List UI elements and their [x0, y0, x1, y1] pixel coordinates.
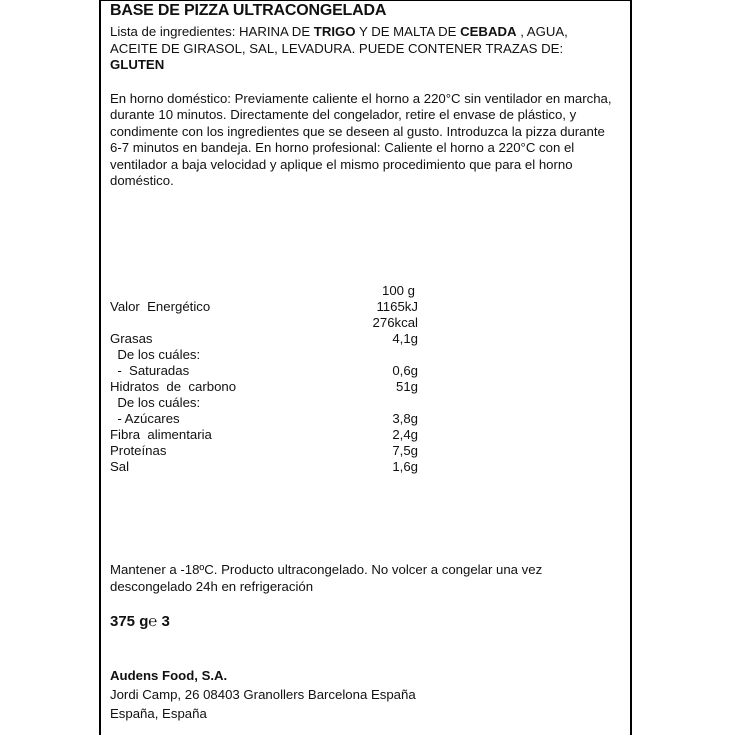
- nutrition-value: 7,5g: [392, 443, 418, 458]
- allergen-gluten: GLUTEN: [110, 57, 165, 72]
- company-address: Jordi Camp, 26 08403 Granollers Barcelona España: [110, 687, 416, 702]
- nutrition-value: 3,8g: [392, 411, 418, 426]
- top-border: [99, 0, 632, 1]
- product-title: BASE DE PIZZA ULTRACONGELADA: [110, 2, 387, 19]
- ingredients-rest: , AGUA, ACEITE DE GIRASOL, SAL, LEVADURA. PUEDE CONTENER TRAZAS DE:: [110, 24, 568, 56]
- company-info: [110, 666, 416, 723]
- nutrition-row: [110, 299, 510, 315]
- nutrition-row: [110, 395, 510, 411]
- ingredients-prefix: Lista de ingredientes: HARINA DE: [110, 24, 314, 39]
- nutrition-row: [110, 411, 510, 427]
- nutrition-value: 51g: [395, 379, 418, 394]
- company-country: España, España: [110, 706, 207, 721]
- nutrition-value: 4,1g: [392, 331, 418, 346]
- nutrition-row: [110, 315, 510, 331]
- ingredients-middle: Y DE MALTA DE: [355, 24, 461, 39]
- nutrition-row: [110, 427, 510, 443]
- nutrition-value: 2,4g: [392, 427, 418, 442]
- nutrition-row: [110, 379, 510, 395]
- net-weight: 375 g℮ 3: [110, 613, 170, 630]
- nutrition-value: 1165kJ: [376, 299, 418, 314]
- nutrition-label: Fibra alimentaria: [110, 427, 212, 442]
- nutrition-label: De los cuáles:: [110, 347, 201, 362]
- nutrition-header: 100 g: [382, 283, 416, 298]
- preparation-instructions: En horno doméstico: Previamente caliente el horno a 220°C sin ventilador en marcha, durante 10 minutos. Directamente del congelador, retire el envase de plástico, y condimente con los ingredientes que se deseen al gusto. Introduzca la pizza durante 6-7 minutos en bandeja. En horno profesional: Caliente el horno a 220°C con el ventilador a baja velocidad y aplique el mismo procedimiento que para el horno doméstico.: [110, 91, 612, 189]
- nutrition-row: [110, 459, 510, 475]
- nutrition-header-row: [110, 283, 510, 299]
- nutrition-value: 0,6g: [392, 363, 418, 378]
- allergen-cebada: CEBADA: [460, 24, 517, 39]
- nutrition-value: 276kcal: [372, 315, 418, 330]
- nutrition-row: [110, 363, 510, 379]
- allergen-trigo: TRIGO: [313, 24, 356, 39]
- nutrition-label: Grasas: [110, 331, 153, 346]
- nutrition-table: [110, 283, 510, 475]
- nutrition-row: [110, 331, 510, 347]
- nutrition-label: Sal: [110, 459, 130, 474]
- nutrition-label: Proteínas: [110, 443, 167, 458]
- nutrition-label: Hidratos de carbono: [110, 379, 237, 394]
- company-name: Audens Food, S.A.: [110, 668, 228, 683]
- nutrition-row: [110, 443, 510, 459]
- nutrition-label: Valor Energético: [110, 299, 211, 314]
- nutrition-value: 1,6g: [392, 459, 418, 474]
- storage-instructions: Mantener a -18ºC. Producto ultracongelado. No volcer a congelar una vez descongelado 24h en refrigeración: [110, 562, 543, 594]
- nutrition-row: [110, 347, 510, 363]
- ingredients-list: [110, 24, 615, 74]
- nutrition-label: - Azúcares: [110, 411, 180, 426]
- nutrition-label: De los cuáles:: [110, 395, 201, 410]
- nutrition-label: - Saturadas: [110, 363, 190, 378]
